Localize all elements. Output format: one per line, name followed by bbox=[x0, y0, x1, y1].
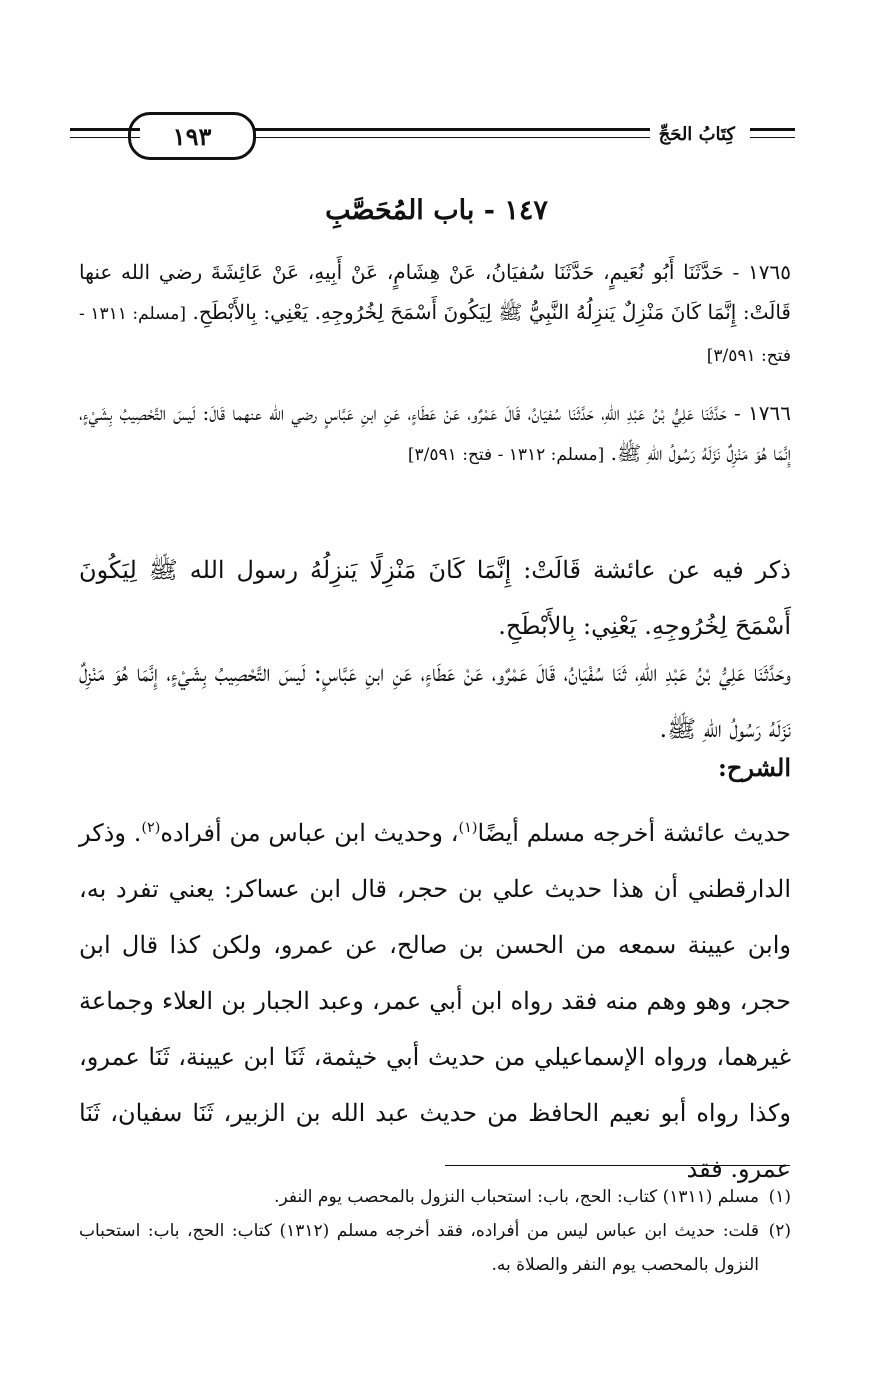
commentary-paragraph-2: وحَدَّثَنَا عَلِيُّ بْنُ عَبْدِ اللهِ، ثَنَا سُفْيَانُ، قَالَ عَمْرٌو، عَنْ عَطَاءٍ، عَنِ ابنِ عَبَّاسٍ: لَيسَ التَّحْصِيبُ بِشَيْءٍ، إِنَّمَا هُوَ مَنْزِلٌ نَزَلَهُ رَسُولُ اللهِ ﷺ. bbox=[79, 659, 791, 743]
footnote-marker-1: (١) bbox=[458, 820, 478, 836]
footnotes bbox=[79, 1180, 791, 1282]
header-rule-right bbox=[750, 128, 795, 138]
hadith-text: ١٧٦٥ - حَدَّثَنَا أَبُو نُعَيمٍ، حَدَّثَنَا سُفيَانُ، عَنْ هِشَامٍ، عَنْ أَبِيهِ، عَنْ عَائِشَةَ رضي الله عنها قَالَتْ: إِنَّمَا كَانَ مَنْزِلٌ يَنزِلُهُ النَّبِيُّ ﷺ لِيَكُونَ أَسْمَحَ لِخُرُوجِهِ. يَعْنِي: بِالأَبْطَحِ. bbox=[79, 260, 791, 324]
hadith-text: ١٧٦٦ - حَدَّثَنَا عَلِيُّ بْنُ عَبْدِ اللهِ، حَدَّثَنَا سُفيَانُ، قَالَ عَمْرٌو، عَنْ عَطَاءٍ، عَنِ ابنِ عَبَّاسٍ رضي الله عنهما قَالَ: لَيسَ التَّحْصِيبُ بِشَيْءٍ، إِنَّمَا هُوَ مَنْزِلٌ نَزَلَهُ رَسُولُ اللهِ ﷺ. bbox=[79, 401, 792, 465]
commentary-text: ، وحديث ابن عباس من أفراده bbox=[160, 819, 459, 847]
commentary-text: . وذكر الدارقطني أن هذا حديث علي بن حجر، قال ابن عساكر: يعني تفرد به، وابن عيينة سمعه من الحسن بن صالح، عن عمرو، ولكن كذا قال ابن حجر، وهو وهم منه فقد رواه ابن أبي عمر، وعبد الجبار بن العلاء وجماعة غيرهما، ورواه الإسماعيلي من حديث أبي خيثمة، ثَنَا ابن عيينة، ثَنَا عمرو، وكذا رواه أبو نعيم الحافظ من حديث عبد الله بن الزبير، ثَنَا سفيان، ثَنَا عمرو. فقد bbox=[79, 819, 791, 1183]
footnote-number: (٢) bbox=[768, 1221, 791, 1241]
header-rule-left bbox=[70, 128, 140, 138]
commentary-text: حديث عائشة أخرجه مسلم أيضًا bbox=[477, 819, 792, 847]
footnote-marker-2: (٢) bbox=[141, 820, 161, 836]
book-title: كِتَابُ الحَجِّ bbox=[658, 124, 735, 145]
header-rule-middle bbox=[245, 128, 650, 138]
hadith-reference: [مسلم: ١٣١١ - فتح: ٣/٥٩١] bbox=[79, 304, 791, 366]
commentary-paragraph-1: ذكر فيه عن عائشة قَالَتْ: إِنَّمَا كَانَ مَنْزِلًا يَنزِلُهُ رسول الله ﷺ لِيَكُونَ أَسْمَحَ لِخُرُوجِهِ. يَعْنِي: بِالأَبْطَحِ. bbox=[79, 556, 791, 640]
page-number: ١٩٣ bbox=[128, 112, 256, 160]
sharh-label: الشرح: bbox=[718, 753, 791, 782]
footnote-2 bbox=[79, 1214, 791, 1282]
footnote-separator bbox=[445, 1165, 790, 1166]
hadith-1766 bbox=[79, 393, 791, 475]
footnote-number: (١) bbox=[768, 1187, 791, 1207]
commentary-paragraph-3 bbox=[79, 800, 791, 1197]
page-header bbox=[70, 112, 795, 162]
hadith-1765 bbox=[79, 252, 791, 376]
footnote-text: قلت: حديث ابن عباس ليس من أفراده، فقد أخرجه مسلم (١٣١٢) كتاب: الحج، باب: استحباب النزول بالمحصب يوم النفر والصلاة به. bbox=[79, 1221, 759, 1275]
footnote-text: مسلم (١٣١١) كتاب: الحج، باب: استحباب النزول بالمحصب يوم النفر. bbox=[274, 1187, 759, 1207]
hadith-reference: [مسلم: ١٣١٢ - فتح: ٣/٥٩١] bbox=[407, 445, 605, 465]
footnote-1 bbox=[79, 1180, 791, 1214]
chapter-title: ١٤٧ - باب المُحَصَّبِ bbox=[325, 195, 548, 226]
